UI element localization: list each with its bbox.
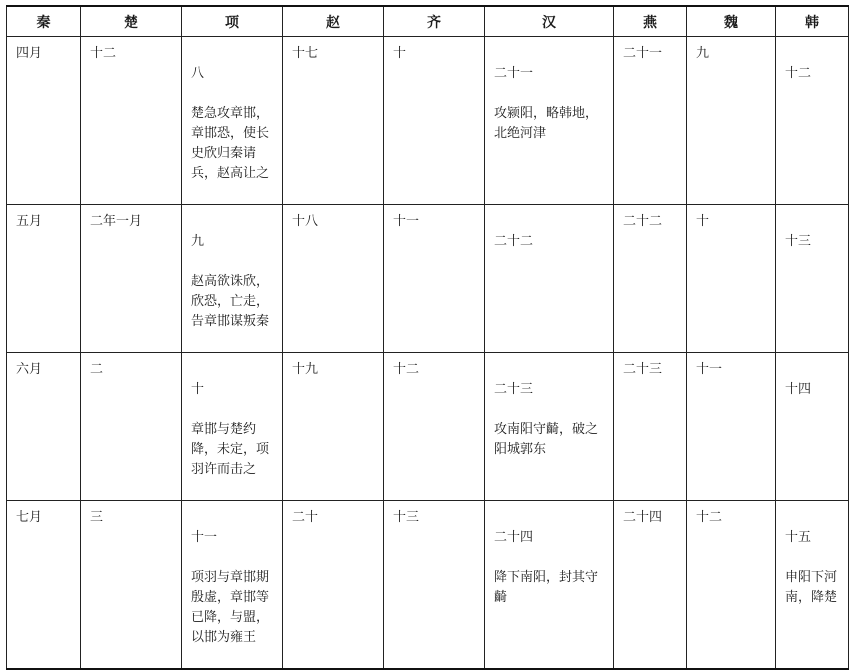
qi-year-value: 十一 <box>393 214 420 229</box>
han-event-note: 攻南阳守齮，破之 阳城郭东 <box>494 422 599 457</box>
table-row <box>7 353 849 501</box>
cell-chu <box>81 205 182 353</box>
cell-xiang <box>182 205 283 353</box>
cell-wei <box>687 501 776 670</box>
cell-hann <box>776 353 849 501</box>
header-qin: 秦 <box>7 6 81 37</box>
cell-xiang <box>182 37 283 205</box>
cell-xiang <box>182 501 283 670</box>
xiang-event-note: 赵高欲诛欣， 欣恐，亡走， 告章邯谋叛秦 <box>191 274 270 329</box>
month-label: 七月 <box>16 510 43 525</box>
month-label: 五月 <box>16 214 43 229</box>
wei-year-value: 十二 <box>696 510 723 525</box>
cell-xiang <box>182 353 283 501</box>
chu-year-value: 三 <box>90 510 104 525</box>
cell-hann <box>776 37 849 205</box>
header-chu: 楚 <box>81 6 182 37</box>
han-event-note: 降下南阳，封其守 齮 <box>494 570 599 605</box>
table-row <box>7 501 849 670</box>
chu-year-value: 二年一月 <box>90 214 143 229</box>
cell-qi <box>384 501 485 670</box>
cell-han <box>485 37 614 205</box>
cell-han <box>485 353 614 501</box>
cell-qin <box>7 205 81 353</box>
cell-hann <box>776 501 849 670</box>
cell-chu <box>81 353 182 501</box>
cell-zhao <box>283 501 384 670</box>
cell-wei <box>687 205 776 353</box>
header-qi: 齐 <box>384 6 485 37</box>
chu-year-value: 二 <box>90 362 104 377</box>
hann-year-value: 十五 <box>785 530 812 545</box>
yan-year-value: 二十二 <box>623 214 663 229</box>
wei-year-value: 十 <box>696 214 710 229</box>
xiang-event-note: 项羽与章邯期 殷虚，章邯等 已降，与盟， 以邯为雍王 <box>191 570 270 645</box>
xiang-event-note: 章邯与楚约 降，未定，项 羽许而击之 <box>191 422 270 477</box>
hann-year-value: 十二 <box>785 66 812 81</box>
cell-wei <box>687 37 776 205</box>
header-han: 汉 <box>485 6 614 37</box>
wei-year-value: 九 <box>696 46 710 61</box>
cell-chu <box>81 37 182 205</box>
han-year-value: 二十四 <box>494 530 534 545</box>
qi-year-value: 十二 <box>393 362 420 377</box>
cell-han <box>485 501 614 670</box>
zhao-year-value: 十八 <box>292 214 319 229</box>
yan-year-value: 二十一 <box>623 46 663 61</box>
zhao-year-value: 十九 <box>292 362 319 377</box>
table-body <box>7 37 849 670</box>
xiang-year-value: 八 <box>191 66 205 81</box>
cell-zhao <box>283 37 384 205</box>
xiang-event-note: 楚急攻章邯， 章邯恐，使长 史欣归秦请 兵，赵高让之 <box>191 106 270 181</box>
yan-year-value: 二十四 <box>623 510 663 525</box>
header-xiang: 项 <box>182 6 283 37</box>
han-year-value: 二十二 <box>494 234 534 249</box>
cell-yan <box>614 205 687 353</box>
cell-yan <box>614 37 687 205</box>
cell-qi <box>384 353 485 501</box>
wei-year-value: 十一 <box>696 362 723 377</box>
han-event-note: 攻颍阳，略韩地， 北绝河津 <box>494 106 599 141</box>
yan-year-value: 二十三 <box>623 362 663 377</box>
cell-han <box>485 205 614 353</box>
hann-year-value: 十三 <box>785 234 812 249</box>
chu-year-value: 十二 <box>90 46 117 61</box>
zhao-year-value: 二十 <box>292 510 319 525</box>
cell-qin <box>7 353 81 501</box>
cell-qi <box>384 205 485 353</box>
header-zhao: 赵 <box>283 6 384 37</box>
month-label: 六月 <box>16 362 43 377</box>
xiang-year-value: 十 <box>191 382 205 397</box>
cell-qin <box>7 37 81 205</box>
table-row <box>7 37 849 205</box>
header-wei: 魏 <box>687 6 776 37</box>
cell-chu <box>81 501 182 670</box>
cell-wei <box>687 353 776 501</box>
table-header <box>7 6 849 37</box>
cell-yan <box>614 501 687 670</box>
xiang-year-value: 十一 <box>191 530 218 545</box>
cell-qi <box>384 37 485 205</box>
hann-event-note: 申阳下河 南，降楚 <box>785 570 838 605</box>
cell-qin <box>7 501 81 670</box>
header-hann: 韩 <box>776 6 849 37</box>
hann-year-value: 十四 <box>785 382 812 397</box>
cell-hann <box>776 205 849 353</box>
qi-year-value: 十三 <box>393 510 420 525</box>
han-year-value: 二十三 <box>494 382 534 397</box>
chronology-table <box>6 5 849 670</box>
cell-zhao <box>283 205 384 353</box>
month-label: 四月 <box>16 46 43 61</box>
header-row <box>7 6 849 37</box>
zhao-year-value: 十七 <box>292 46 319 61</box>
xiang-year-value: 九 <box>191 234 205 249</box>
han-year-value: 二十一 <box>494 66 534 81</box>
qi-year-value: 十 <box>393 46 407 61</box>
cell-yan <box>614 353 687 501</box>
cell-zhao <box>283 353 384 501</box>
header-yan: 燕 <box>614 6 687 37</box>
table-row <box>7 205 849 353</box>
